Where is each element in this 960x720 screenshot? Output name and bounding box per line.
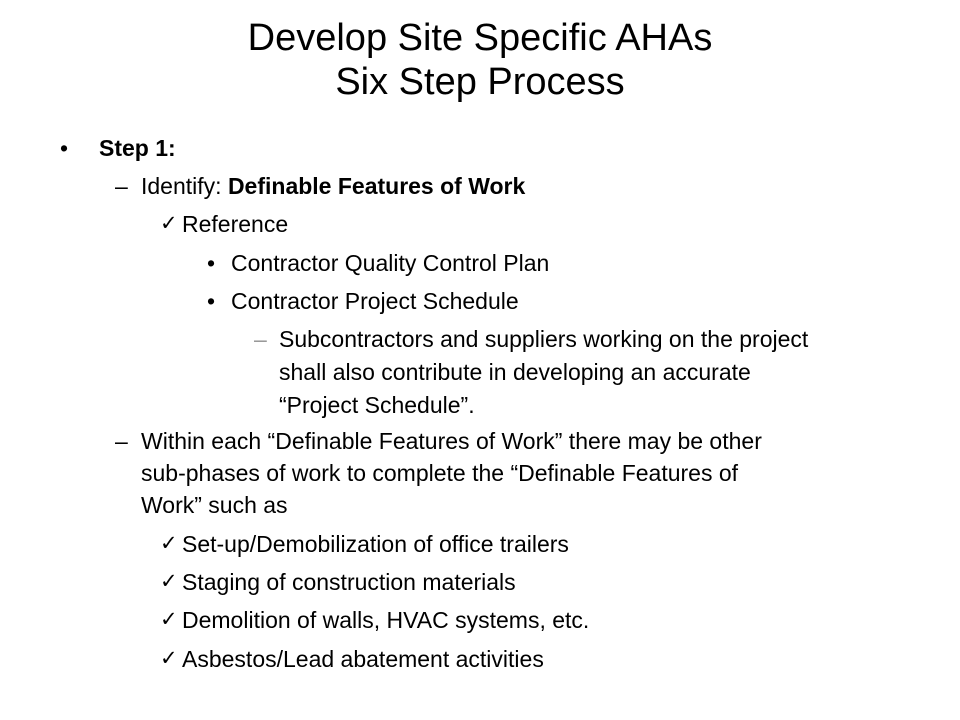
check-icon: ✓ (160, 532, 178, 555)
example-item: Staging of construction materials (182, 569, 516, 595)
check-icon: ✓ (160, 647, 178, 670)
dash-marker: – (115, 428, 128, 454)
check-icon: ✓ (160, 212, 178, 235)
example-item: Asbestos/Lead abatement activities (182, 646, 544, 672)
example-item: Demolition of walls, HVAC systems, etc. (182, 607, 590, 633)
slide-title (0, 16, 960, 104)
example-item: Set-up/Demobilization of office trailers (182, 531, 569, 557)
within-line: Work” such as (141, 492, 288, 518)
dash-marker: – (254, 326, 267, 352)
sub-note-line: shall also contribute in developing an accurate (279, 359, 751, 385)
bullet-marker: • (207, 288, 216, 314)
reference-item: Contractor Project Schedule (231, 288, 519, 314)
check-icon: ✓ (160, 570, 178, 593)
reference-label: Reference (182, 211, 289, 237)
step-label: Step 1: (99, 135, 176, 161)
sub-note-line: Subcontractors and suppliers working on the project (279, 326, 809, 352)
identify-bold: Definable Features of Work (227, 173, 526, 199)
sub-note-line: “Project Schedule”. (279, 392, 475, 418)
bullet-marker: • (207, 250, 216, 276)
bullet-marker: • (60, 135, 69, 161)
identify-prefix: Identify: (141, 173, 228, 199)
within-line: Within each “Definable Features of Work” there may be other (141, 428, 762, 454)
reference-item: Contractor Quality Control Plan (231, 250, 550, 276)
identify-line (141, 170, 525, 202)
dash-marker: – (115, 173, 128, 199)
title-line-2: Six Step Process (335, 61, 625, 103)
title-line-1: Develop Site Specific AHAs (247, 17, 713, 59)
check-icon: ✓ (160, 608, 178, 631)
within-line: sub-phases of work to complete the “Definable Features of (141, 460, 739, 486)
